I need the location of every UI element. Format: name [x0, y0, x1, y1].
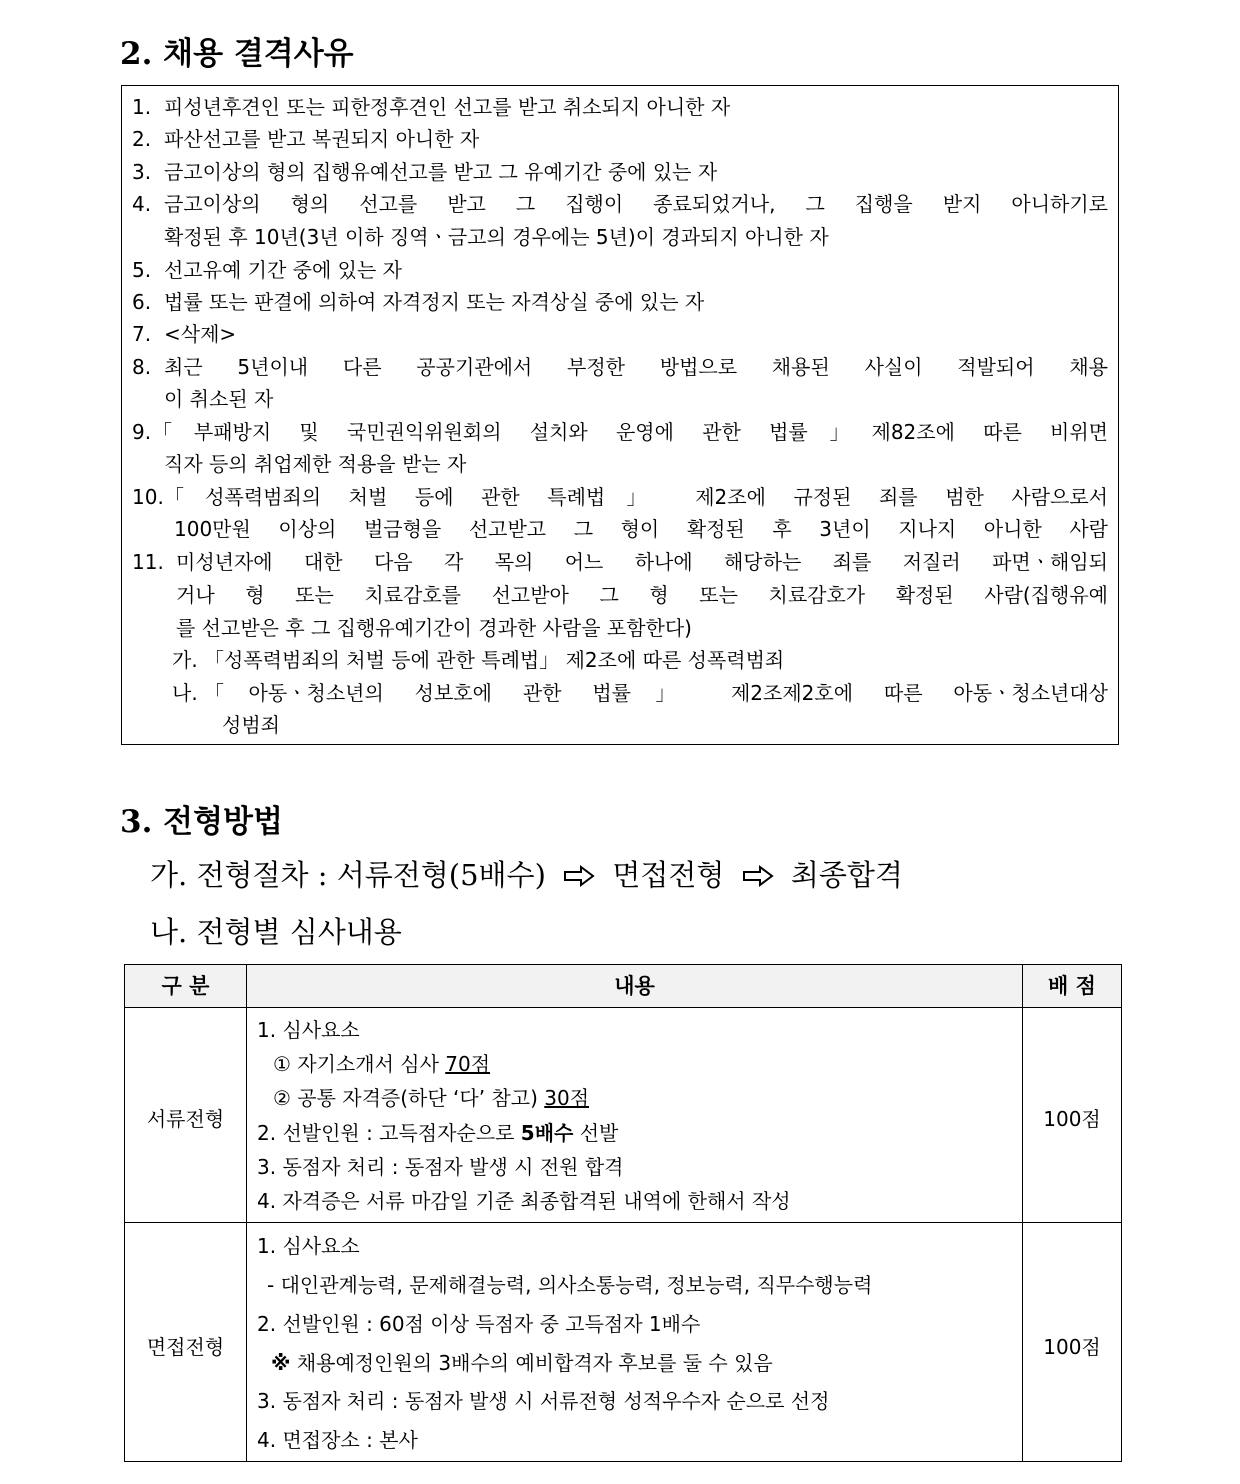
item-text: 파산선고를 받고 복권되지 아니한 자	[164, 127, 480, 151]
procedure-label: 가. 전형절차 :	[150, 858, 328, 892]
row-divider	[125, 1007, 1121, 1008]
procedure-line	[150, 853, 903, 894]
item-text: 피성년후견인 또는 피한정후견인 선고를 받고 취소되지 아니한 자	[164, 95, 731, 119]
content-line: 2. 선발인원 : 60점 이상 득점자 중 고득점자 1배수	[257, 1312, 701, 1336]
item-number: 5.	[132, 258, 152, 282]
item-number: 1.	[132, 95, 152, 119]
procedure-step: 면접전형	[612, 858, 725, 892]
right-outline-arrow-icon	[742, 865, 774, 887]
header-content: 내용	[247, 965, 1022, 1007]
item-text: 금고이상의 형의 선고를 받고 그 집행이 종료되었거나, 그 집행을 받지 아니하기로	[164, 192, 1108, 216]
item-text: 「성폭력범죄의 처벌 등에 관한 특례법」 제2조에 규정된 죄를 범한 사람으로서	[164, 485, 1108, 509]
item-text: <삭제>	[164, 322, 237, 346]
content-line: 4. 자격증은 서류 마감일 기준 최종합격된 내역에 한해서 작성	[257, 1189, 791, 1213]
column-divider	[246, 965, 247, 1461]
content-subtitle: 나. 전형별 심사내용	[150, 915, 402, 949]
note-icon: ※	[271, 1351, 291, 1375]
section-3-title: 3. 전형방법	[120, 804, 283, 840]
item-text-cont: 거나 형 또는 치료감호를 선고받아 그 형 또는 치료감호가 확정된 사람(집행유예	[176, 583, 1108, 607]
item-text-cont: 확정된 후 10년(3년 이하 징역ㆍ금고의 경우에는 5년)이 경과되지 아니한 자	[164, 225, 829, 249]
category-cell: 서류전형	[146, 1107, 225, 1131]
content-line: 4. 면접장소 : 본사	[257, 1428, 418, 1452]
content-line: ※ 채용예정인원의 3배수의 예비합격자 후보를 둘 수 있음	[271, 1351, 773, 1375]
item-number: 4.	[132, 192, 152, 216]
item-number: 7.	[132, 322, 152, 346]
procedure-step: 서류전형(5배수)	[336, 858, 546, 892]
item-text-cont: 이 취소된 자	[164, 387, 274, 411]
section-2-title: 2. 채용 결격사유	[120, 36, 354, 72]
disqualification-box	[121, 85, 1119, 745]
item-text: 선고유예 기간 중에 있는 자	[164, 258, 402, 282]
item-text: 「성폭력범죄의 처벌 등에 관한 특례법」 제2조에 따른 성폭력범죄	[204, 648, 785, 672]
column-divider	[1022, 965, 1023, 1461]
category-cell: 면접전형	[146, 1335, 225, 1359]
content-line: - 대인관계능력, 문제해결능력, 의사소통능력, 정보능력, 직무수행능력	[267, 1273, 873, 1297]
item-text: 금고이상의 형의 집행유예선고를 받고 그 유예기간 중에 있는 자	[164, 160, 718, 184]
item-number: 2.	[132, 127, 152, 151]
score-cell: 100점	[1043, 1107, 1101, 1131]
item-number: 11.	[132, 550, 164, 574]
content-line: 3. 동점자 처리 : 동점자 발생 시 전원 합격	[257, 1155, 624, 1179]
right-outline-arrow-icon	[563, 865, 595, 887]
content-line: ① 자기소개서 심사 70점	[273, 1052, 491, 1076]
item-number: 9.	[132, 420, 152, 444]
procedure-step: 최종합격	[790, 858, 903, 892]
screening-table	[124, 964, 1122, 1462]
header-score: 배 점	[1023, 965, 1121, 1007]
content-line: 1. 심사요소	[257, 1234, 360, 1258]
item-text: 최근 5년이내 다른 공공기관에서 부정한 방법으로 채용된 사실이 적발되어 채용	[164, 355, 1108, 379]
item-text: 「부패방지 및 국민권익위원회의 설치와 운영에 관한 법률」제82조에 따른 비위면	[152, 420, 1108, 444]
item-text: 「아동ㆍ청소년의 성보호에 관한 법률」 제2조제2호에 따른 아동ㆍ청소년대상	[204, 681, 1108, 705]
score-cell: 100점	[1043, 1335, 1101, 1359]
item-number: 가.	[172, 648, 198, 672]
item-number: 6.	[132, 290, 152, 314]
content-line: ② 공통 자격증(하단 ‘다’ 참고) 30점	[273, 1086, 590, 1110]
item-text-cont: 성범죄	[222, 713, 280, 737]
item-number: 3.	[132, 160, 152, 184]
item-number: 나.	[172, 681, 198, 705]
item-text: 미성년자에 대한 다음 각 목의 어느 하나에 해당하는 죄를 저질러 파면ㆍ해임되	[176, 550, 1108, 574]
item-text-cont: 직자 등의 취업제한 적용을 받는 자	[164, 452, 467, 476]
item-number: 10.	[132, 485, 164, 509]
item-number: 8.	[132, 355, 152, 379]
item-text-cont: 100만원 이상의 벌금형을 선고받고 그 형이 확정된 후 3년이 지나지 아니한 사람	[174, 517, 1108, 541]
header-category: 구 분	[125, 965, 246, 1007]
row-divider	[125, 1222, 1121, 1223]
item-text: 법률 또는 판결에 의하여 자격정지 또는 자격상실 중에 있는 자	[164, 290, 705, 314]
content-line: 2. 선발인원 : 고득점자순으로 5배수 선발	[257, 1121, 619, 1145]
content-line: 1. 심사요소	[257, 1018, 360, 1042]
content-line: 3. 동점자 처리 : 동점자 발생 시 서류전형 성적우수자 순으로 선정	[257, 1389, 830, 1413]
item-text-cont: 를 선고받은 후 그 집행유예기간이 경과한 사람을 포함한다)	[176, 616, 692, 640]
